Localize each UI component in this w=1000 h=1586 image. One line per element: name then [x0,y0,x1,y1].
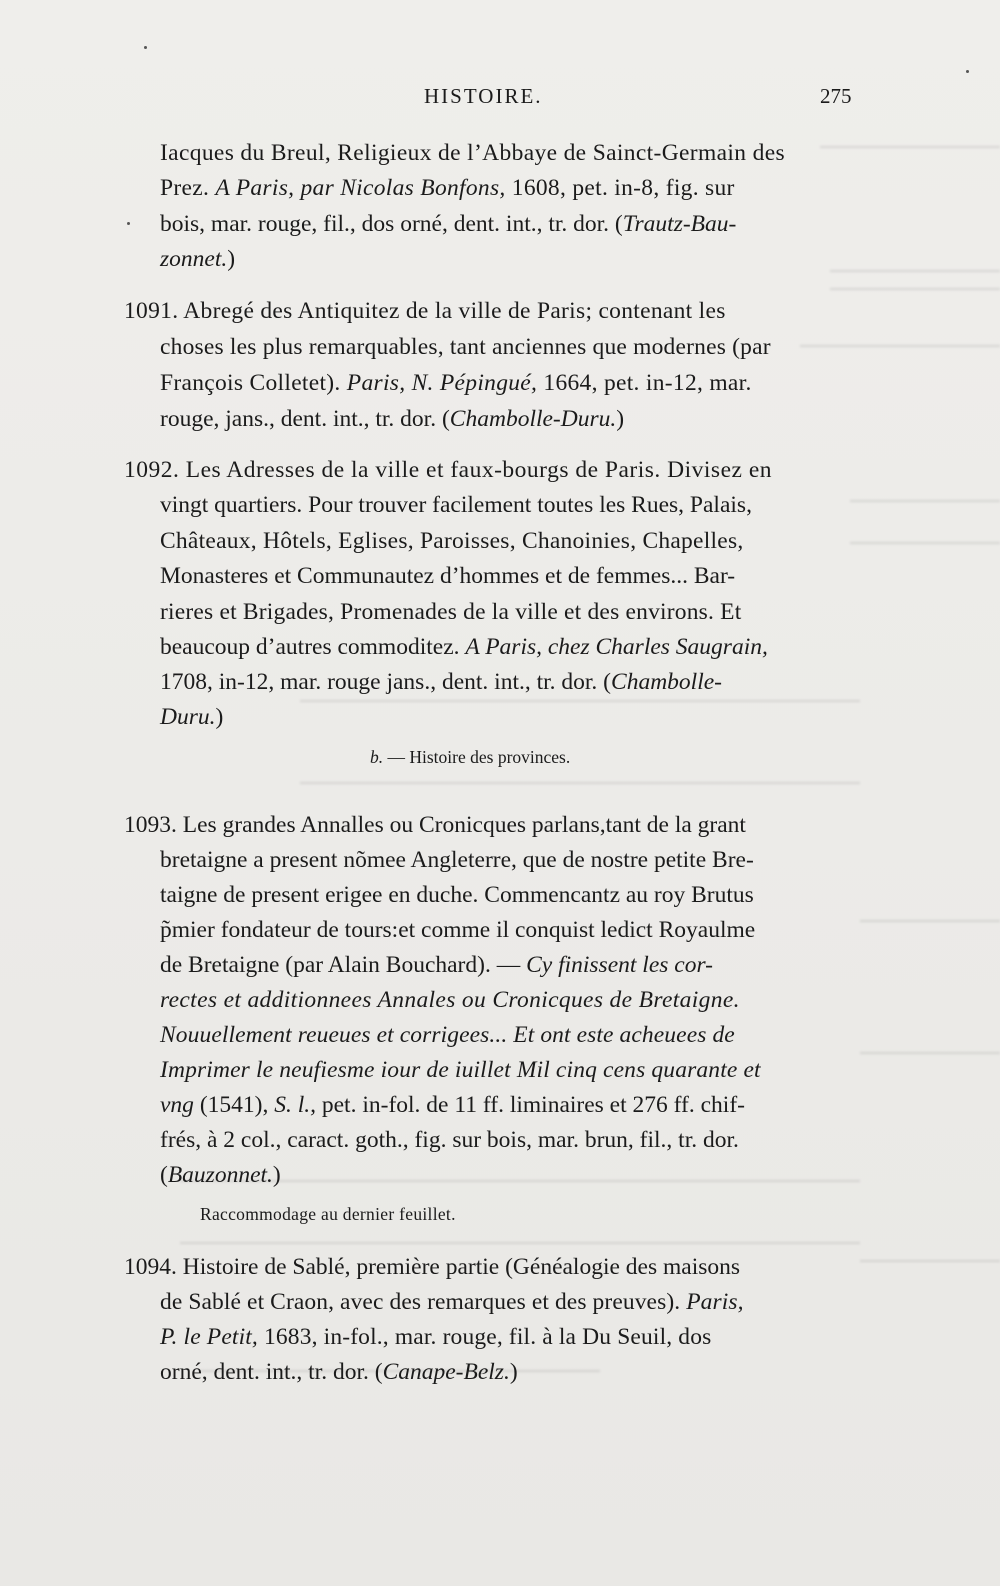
page-number: 275 [820,84,852,108]
text-line: Duru.) [160,704,224,730]
text-line: Monasteres et Communautez d’hommes et de femmes... Bar- [160,563,736,589]
text-line: taigne de present erigee en duche. Commencantz au roy Brutus [160,882,754,908]
text-line: Imprimer le neufiesme iour de iuillet Mil cinq cens quarante et [160,1057,761,1083]
text-line: P. le Petit, 1683, in-fol., mar. rouge, fil. à la Du Seuil, dos [160,1324,712,1350]
running-title: HISTOIRE. [424,84,543,108]
text-line: de Bretaigne (par Alain Bouchard). — Cy finissent les cor- [160,952,713,978]
text-line: orné, dent. int., tr. dor. (Canape-Belz.) [160,1359,518,1385]
entry-number: 1091. [124,298,179,324]
entry-1091-line: 1091. Abregé des Antiquitez de la ville de Paris; contenant les [124,298,726,324]
text-line: beaucoup d’autres commoditez. A Paris, chez Charles Saugrain, [160,634,768,660]
text-line: bretaigne a present nõmee Angleterre, que de nostre petite Bre- [160,847,754,873]
entry-1093-line: 1093. Les grandes Annalles ou Cronicques parlans,tant de la grant [124,812,746,838]
entry-note: Raccommodage au dernier feuillet. [200,1204,456,1224]
entry-1092-line: 1092. Les Adresses de la ville et faux-bourgs de Paris. Divisez en [124,457,772,483]
entry-number: 1093. [124,812,177,838]
text-line: frés, à 2 col., caract. goth., fig. sur bois, mar. brun, fil., tr. dor. [160,1127,739,1153]
text-line: bois, mar. rouge, fil., dos orné, dent. int., tr. dor. (Trautz-Bau- [160,211,737,237]
text-line: Iacques du Breul, Religieux de l’Abbaye de Sainct-Germain des [160,140,785,166]
text-line: vingt quartiers. Pour trouver facilement toutes les Rues, Palais, [160,492,752,518]
text-line: zonnet.) [160,246,236,272]
text-line: Prez. A Paris, par Nicolas Bonfons, 1608, pet. in-8, fig. sur [160,175,735,201]
text-line: rieres et Brigades, Promenades de la ville et des environs. Et [160,599,742,625]
text-line: François Colletet). Paris, N. Pépingué, 1664, pet. in-12, mar. [160,370,752,396]
text-line: rectes et additionnees Annales ou Cronicques de Bretaigne. [160,987,740,1013]
text-line: p̃mier fondateur de tours:et comme il conquist ledict Royaulme [160,917,756,943]
entry-number: 1094. [124,1254,177,1280]
text-line: choses les plus remarquables, tant anciennes que modernes (par [160,334,771,360]
text-line: de Sablé et Craon, avec des remarques et des preuves). Paris, [160,1289,744,1315]
text-line: (Bauzonnet.) [160,1162,281,1188]
text-line: Nouuellement reueues et corrigees... Et ont este acheuees de [160,1022,735,1048]
entry-number: 1092. [124,457,180,483]
text-line: Châteaux, Hôtels, Eglises, Paroisses, Chanoinies, Chapelles, [160,528,744,554]
entry-1094-line: 1094. Histoire de Sablé, première partie (Généalogie des maisons [124,1254,741,1280]
text-line: rouge, jans., dent. int., tr. dor. (Chambolle-Duru.) [160,406,625,432]
section-heading: b. — Histoire des provinces. [370,747,571,767]
text-line: vng (1541), S. l., pet. in-fol. de 11 ff. liminaires et 276 ff. chif- [160,1092,745,1118]
text-line: 1708, in-12, mar. rouge jans., dent. int., tr. dor. (Chambolle- [160,669,722,695]
